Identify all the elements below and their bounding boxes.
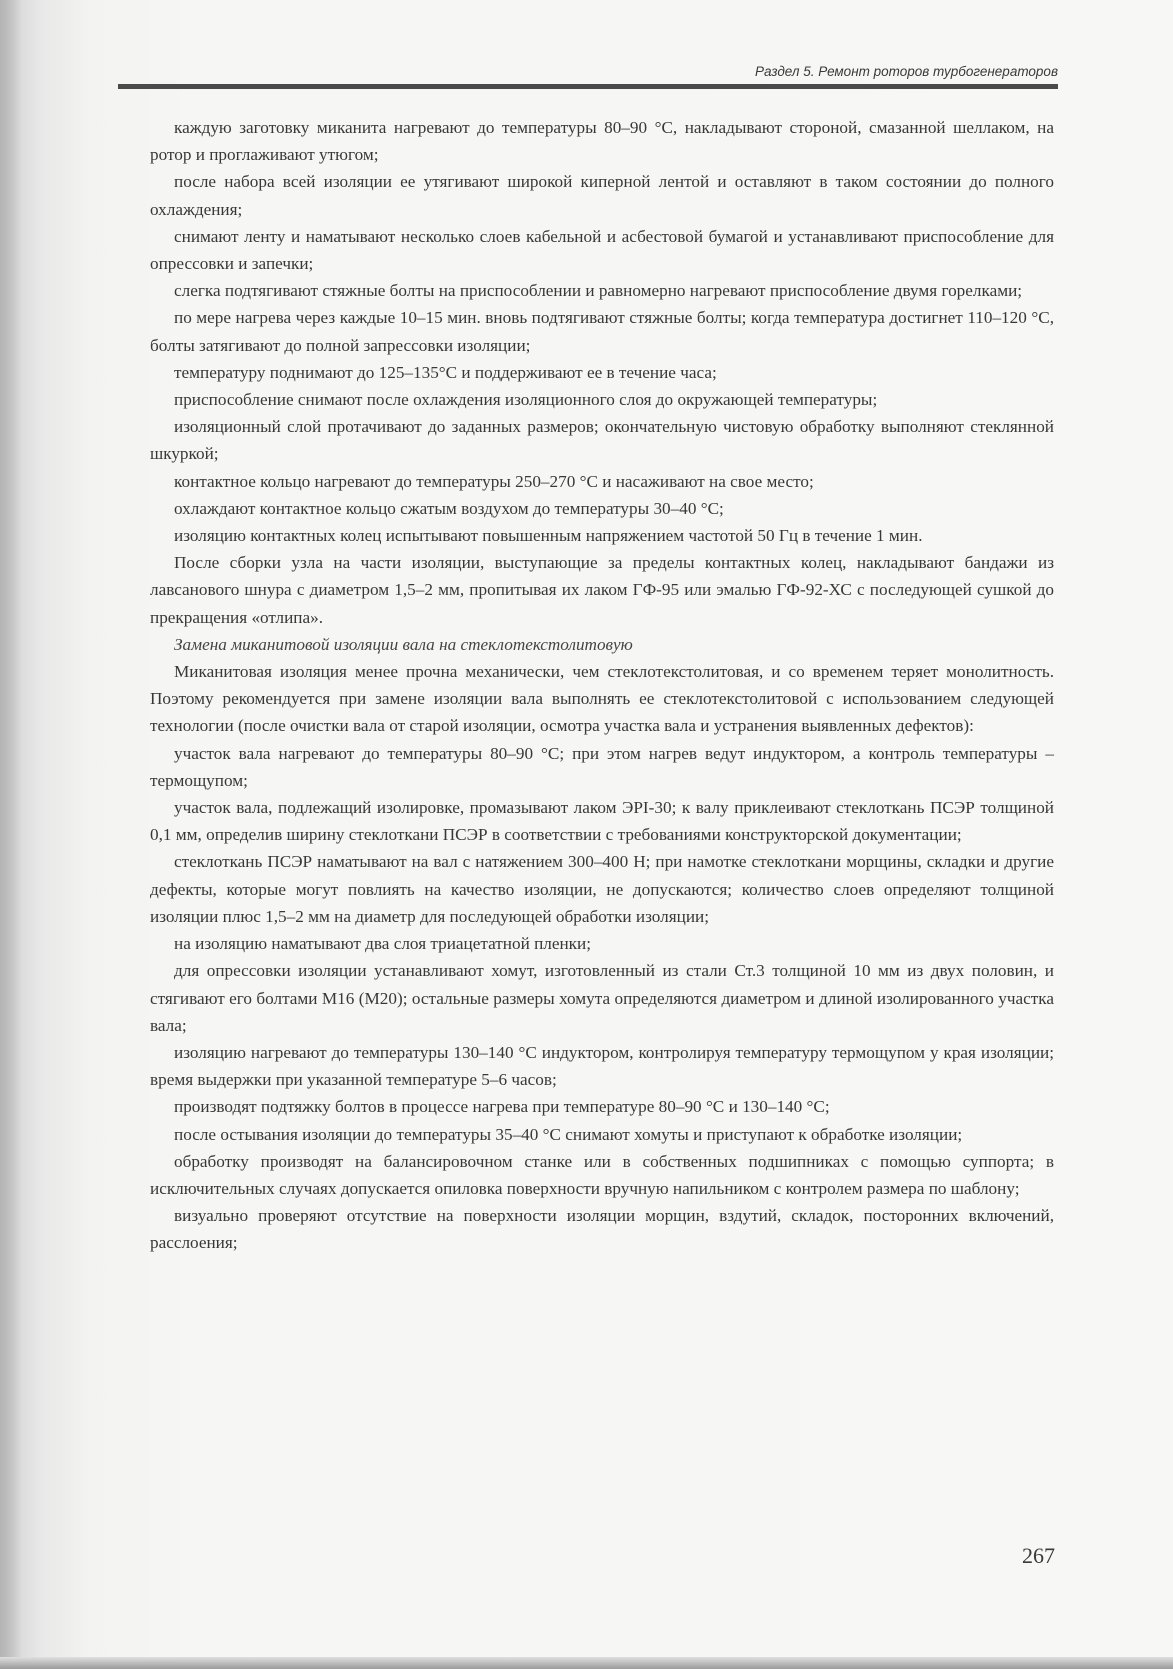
paragraph: визуально проверяют отсутствие на поверхности изоляции морщин, вздутий, складок, посторонних включений, расслоения; (150, 1206, 1054, 1253)
header-rule (118, 84, 1058, 89)
subsection-heading: Замена миканитовой изоляции вала на стеклотекстолитовую (174, 634, 633, 654)
paragraph: температуру поднимают до 125–135°С и поддерживают ее в течение часа; (174, 362, 717, 382)
paragraph: на изоляцию наматывают два слоя триацетатной пленки; (174, 934, 591, 954)
paragraph: обработку производят на балансировочном станке или в собственных подшипниках с помощью суппорта; в исключительных случаях допускается опиловка поверхности вручную напильником с контролем размера по шаблону; (150, 1151, 1054, 1198)
paragraph: изоляционный слой протачивают до заданных размеров; окончательную чистовую обработку выполняют стеклянной шкуркой; (150, 417, 1054, 464)
paragraph: охлаждают контактное кольцо сжатым воздухом до температуры 30–40 °С; (174, 498, 724, 518)
paragraph: Миканитовая изоляция менее прочна механически, чем стеклотекстолитовая, и со временем теряет монолитность. Поэтому рекомендуется при замене изоляции вала выполнять ее стеклотекстолитовой с использованием следующей технологии (после очистки вала от старой изоляции, осмотра участка вала и устранения выявленных дефектов): (150, 662, 1054, 736)
paragraph: каждую заготовку миканита нагревают до температуры 80–90 °С, накладывают стороной, смазанной шеллаком, на ротор и проглаживают утюгом; (150, 118, 1054, 165)
paragraph: контактное кольцо нагревают до температуры 250–270 °С и насаживают на свое место; (174, 471, 814, 491)
paragraph: слегка подтягивают стяжные болты на приспособлении и равномерно нагревают приспособление двумя горелками; (174, 281, 1023, 301)
paragraph: для опрессовки изоляции устанавливают хомут, изготовленный из стали Ст.3 толщиной 10 мм из двух половин, и стягивают его болтами М16 (М20); остальные размеры хомута определяются диаметром и длиной изолированного участка вала; (150, 961, 1054, 1035)
paragraph: производят подтяжку болтов в процессе нагрева при температуре 80–90 °С и 130–140 °С; (174, 1097, 830, 1117)
paragraph: участок вала, подлежащий изолировке, промазывают лаком ЭРІ-30; к валу приклеивают стеклоткань ПСЭР толщиной 0,1 мм, определив ширину стеклоткани ПСЭР в соответствии с требованиями конструкторской документации; (150, 798, 1054, 845)
page-bottom-edge (0, 1657, 1173, 1669)
paragraph: после набора всей изоляции ее утягивают широкой киперной лентой и оставляют в таком состоянии до полного охлаждения; (150, 172, 1054, 219)
paragraph: снимают ленту и наматывают несколько слоев кабельной и асбестовой бумагой и устанавливают приспособление для опрессовки и запечки; (150, 226, 1054, 274)
section-title: Раздел 5. Ремонт роторов турбогенераторов (754, 64, 1058, 79)
binding-shadow (0, 0, 22, 1669)
paragraph: изоляцию контактных колец испытывают повышенным напряжением частотой 50 Гц в течение 1 мин. (174, 526, 923, 546)
paragraph: участок вала нагревают до температуры 80–90 °С; при этом нагрев ведут индуктором, а контроль температуры – термощупом; (150, 743, 1054, 790)
paragraph: по мере нагрева через каждые 10–15 мин. вновь подтягивают стяжные болты; когда температура достигнет 110–120 °С, болты затягивают до полной запрессовки изоляции; (150, 308, 1054, 355)
paragraph: после остывания изоляции до температуры 35–40 °С снимают хомуты и приступают к обработке изоляции; (174, 1124, 963, 1144)
page-number: 267 (1022, 1543, 1055, 1568)
running-header (118, 62, 1058, 100)
body-text (150, 114, 1054, 1257)
paragraph: стеклоткань ПСЭР наматывают на вал с натяжением 300–400 Н; при намотке стеклоткани морщины, складки и другие дефекты, которые могут повлиять на качество изоляции, не допускаются; количество слоев определяют толщиной изоляции плюс 1,5–2 мм на диаметр для последующей обработки изоляции; (150, 852, 1054, 926)
paragraph: изоляцию нагревают до температуры 130–140 °С индуктором, контролируя температуру термощупом у края изоляции; время выдержки при указанной температуре 5–6 часов; (150, 1042, 1054, 1090)
paragraph: приспособление снимают после охлаждения изоляционного слоя до окружающей температуры; (174, 390, 878, 410)
paragraph: После сборки узла на части изоляции, выступающие за пределы контактных колец, накладывают бандажи из лавсанового шнура с диаметром 1,5–2 мм, пропитывая их лаком ГФ-95 или эмалью ГФ-92-ХС с последующей сушкой до прекращения «отлипа». (150, 553, 1054, 627)
